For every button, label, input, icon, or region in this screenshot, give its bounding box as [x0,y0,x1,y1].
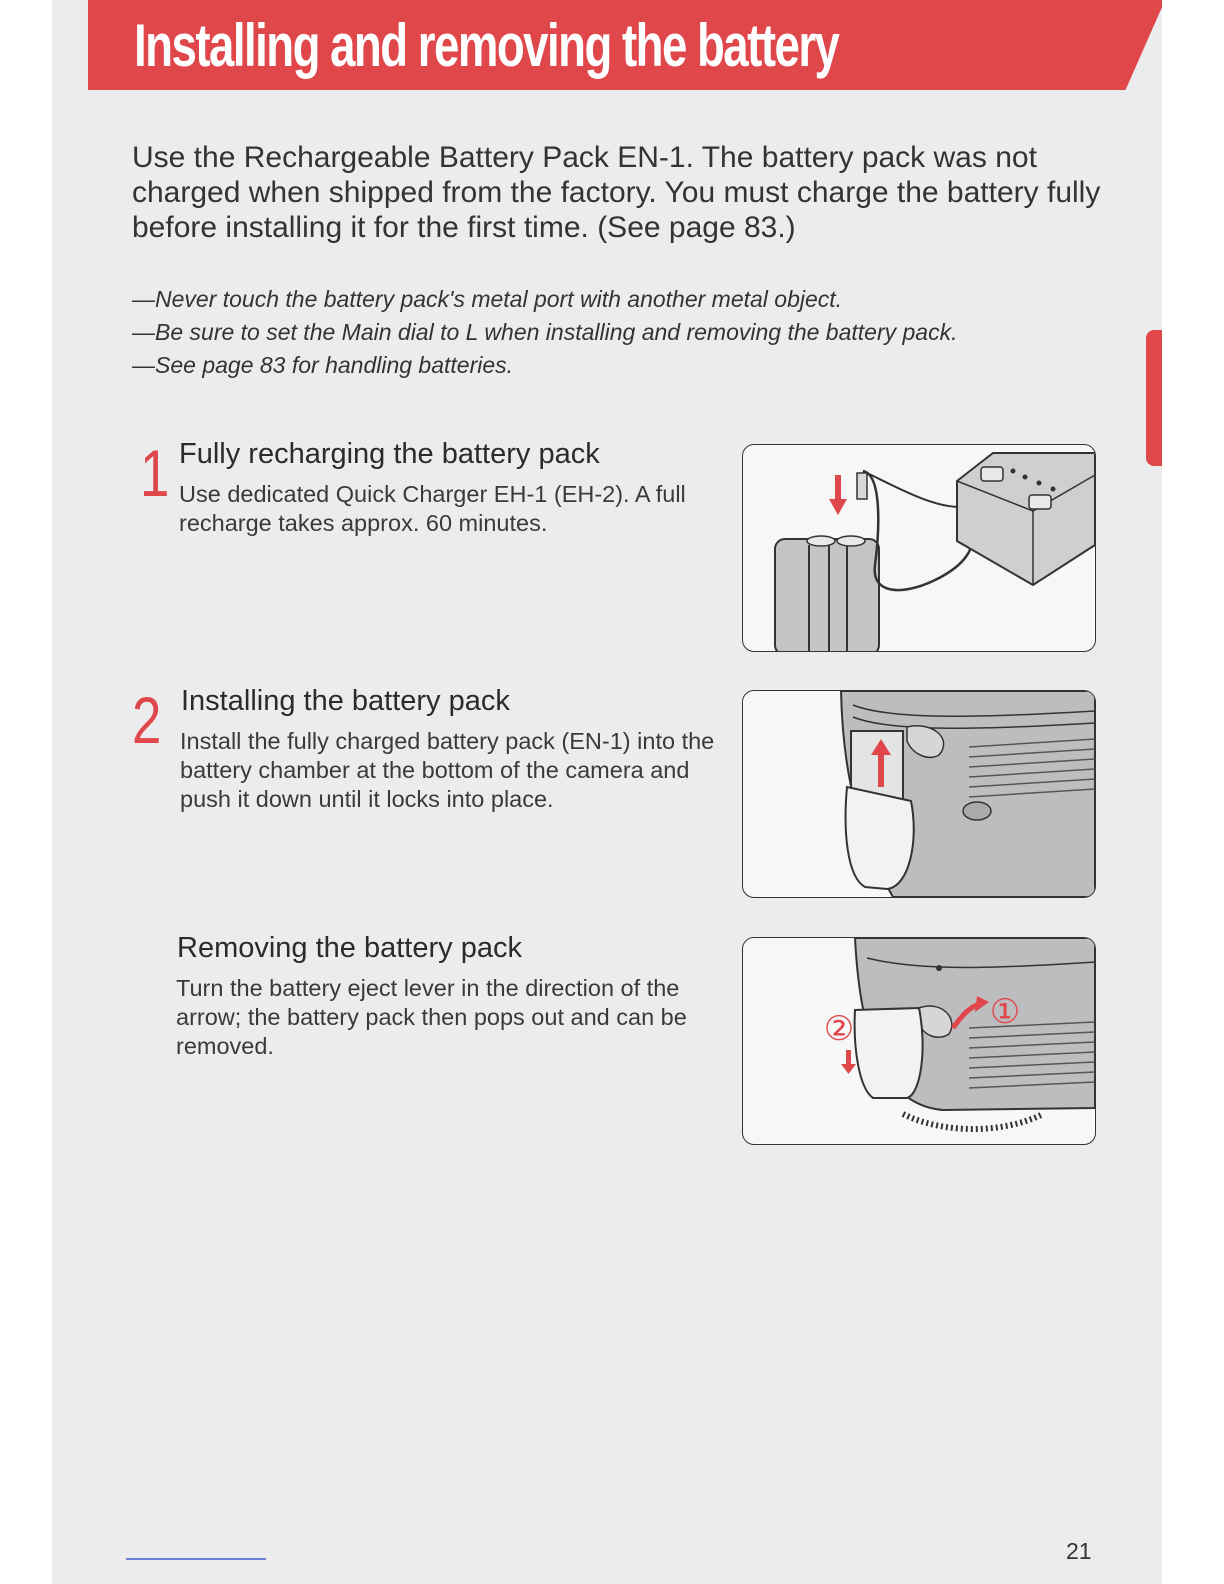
step-2-title: Installing the battery pack [181,685,510,717]
intro-text: Use the Rechargeable Battery Pack EN-1. The battery pack was not charged when shipped from the factory. You must charge the battery fully before installing it for the first time. (See page 83.) [132,141,1101,244]
install-drawing [743,691,1095,897]
step-1-title: Fully recharging the battery pack [179,438,600,470]
charger-illustration [742,444,1096,652]
step-1-number: 1 [140,436,170,510]
intro-section [132,140,1112,245]
removal-body: Turn the battery eject lever in the direction of the arrow; the battery pack then pops out and can be removed. [176,975,687,1059]
removal-drawing [743,938,1095,1144]
footer-link-underline [126,1558,266,1560]
removal-illustration [742,937,1096,1145]
marker-1: ① [989,992,1021,1032]
page-number: 21 [1066,1538,1092,1564]
install-illustration [742,690,1096,898]
section-tab [1146,330,1162,466]
charger-drawing [743,445,1095,651]
note-item: —Be sure to set the Main dial to L when installing and removing the battery pack. [132,319,958,345]
removal-title: Removing the battery pack [177,932,522,964]
step-2-body: Install the fully charged battery pack (EN-1) into the battery chamber at the bottom of the camera and push it down until it locks into place. [180,728,715,812]
note-item: —Never touch the battery pack's metal port with another metal object. [132,286,843,312]
note-item: —See page 83 for handling batteries. [132,352,514,378]
notes-list [132,284,1092,381]
step-2-number: 2 [132,683,162,757]
marker-2: ② [823,1009,855,1049]
step-1-body: Use dedicated Quick Charger EH-1 (EH-2). A full recharge takes approx. 60 minutes. [179,481,686,536]
page-title: Installing and removing the battery [134,12,839,79]
